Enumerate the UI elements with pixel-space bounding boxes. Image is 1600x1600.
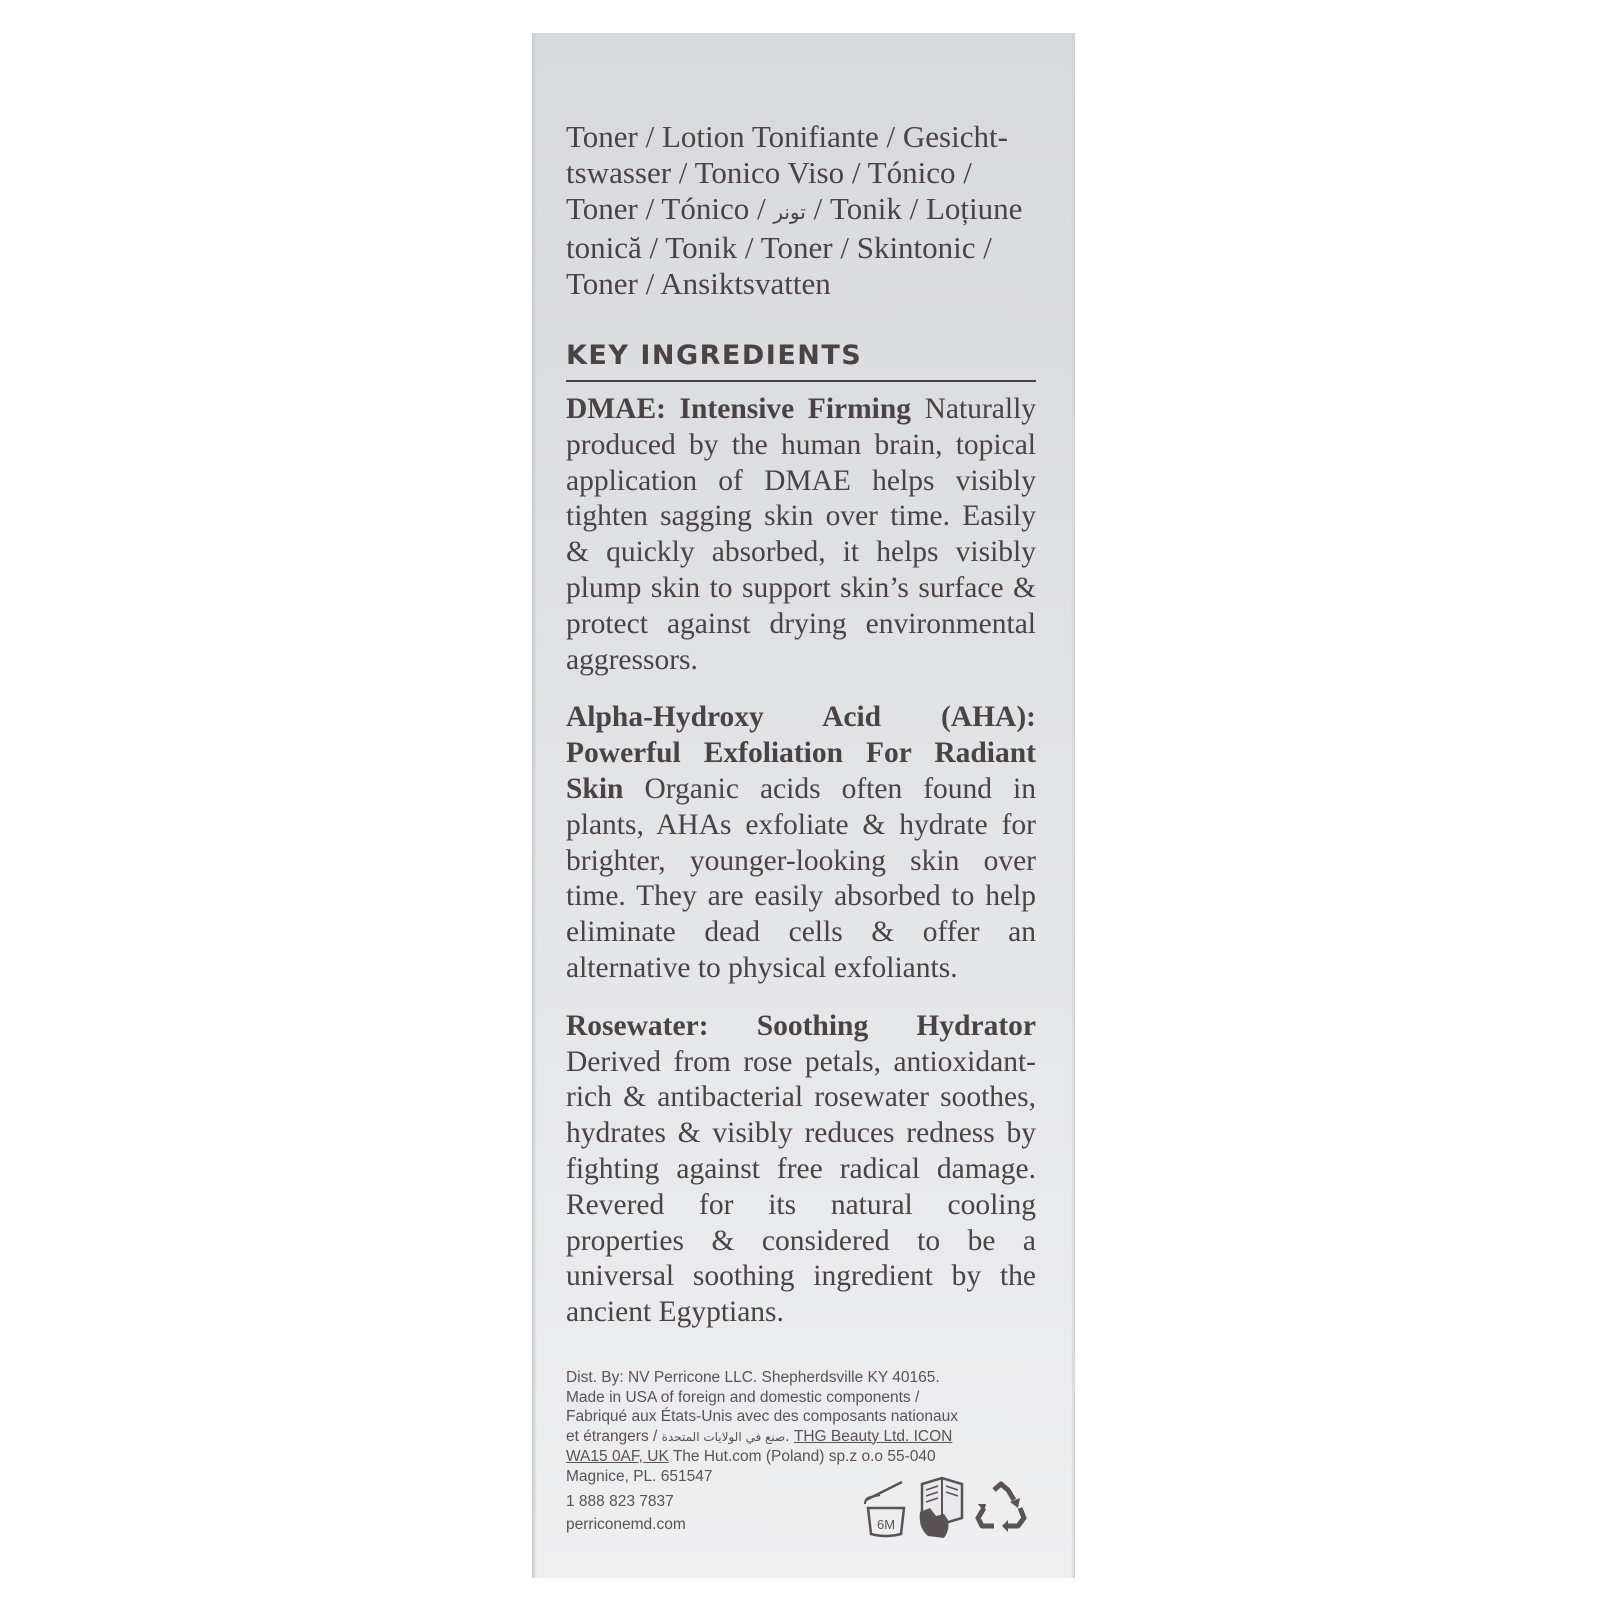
footer-poland-address: The Hut.com (Poland) sp.z o.o 55-040 [668, 1448, 936, 1465]
panel-left-edge [532, 33, 537, 1578]
footer-arabic-text: صنع في الولايات المتحدة [661, 1429, 786, 1444]
footer-dot: . [785, 1427, 794, 1445]
open-jar-icon [862, 1478, 910, 1542]
ingredient-body: Organic acids often found in plants, AHAs exfoliate & hydrate for brighter, younger-looking skin over time. They are easily absorbed to help eliminate dead cells & offer an alternative to physical exfoliants. [566, 772, 1037, 984]
footer-phone: 1 888 823 7837 [566, 1493, 674, 1510]
key-ingredients-heading: KEY INGREDIENTS [566, 340, 1036, 382]
footer-line-distributor: Dist. By: NV Perricone LLC. Shepherdsville KY 40165. [566, 1369, 940, 1386]
footer-line-4 [566, 1427, 1036, 1448]
product-name-arabic: تونر [773, 200, 806, 224]
packaging-symbols [862, 1470, 1032, 1550]
product-names-part-2: / Tonik / Loțiune tonică / Tonik / Toner / Skintonic / Toner / Ansiktsvatten [566, 191, 1023, 301]
footer-line-5 [566, 1447, 1036, 1467]
product-names-multilingual [566, 119, 1036, 302]
panel-right-edge [1071, 33, 1075, 1578]
ingredient-title: Alpha-Hydroxy Acid (AHA): Powerful Exfoliation For Radiant Skin [566, 701, 1036, 805]
ingredient-aha [566, 700, 1036, 986]
recycle-icon [972, 1480, 1030, 1538]
pao-label: 6M [876, 1517, 896, 1532]
footer-line-made-in: Made in USA of foreign and domestic components / [566, 1388, 920, 1406]
ingredient-title: DMAE: Intensive Firming [566, 393, 912, 425]
footer-line-4-start: et étrangers / [566, 1427, 662, 1445]
label-content [566, 119, 1036, 1331]
ingredient-rosewater [566, 1009, 1036, 1331]
hand-book-icon [914, 1474, 970, 1542]
ingredient-body: Naturally produced by the human brain, topical application of DMAE helps visibly tighten sagging skin over time. Easily & quickly absorbed, it helps visibly plump skin to support skin’s surface & protect against drying environmental aggressors. [566, 393, 1037, 676]
footer-uk-address: THG Beauty Ltd. ICON [793, 1427, 953, 1445]
ingredient-body: Derived from rose petals, antioxidant-rich & antibacterial rosewater soothes, hydrates & visibly reduces redness by fighting against free radical damage. Revered for its natural cooling properties & considered to be a universal soothing ingredient by the ancient Egyptians. [566, 1045, 1036, 1329]
product-names-part-1: Toner / Lotion Tonifiante / Gesicht- tswasser / Tonico Viso / Tónico / Toner / Tónico / [566, 119, 1008, 226]
ingredient-dmae [566, 392, 1036, 678]
footer-line-6: Magnice, PL. 651547 [566, 1467, 713, 1485]
ingredient-title: Rosewater: Soothing Hydrator [566, 1009, 1036, 1042]
footer-uk-postcode: WA15 0AF, UK [566, 1448, 669, 1465]
footer-line-french: Fabriqué aux États-Unis avec des composants nationaux [566, 1408, 959, 1425]
product-box-side-panel [532, 33, 1075, 1578]
footer-website: perriconemd.com [566, 1515, 686, 1533]
